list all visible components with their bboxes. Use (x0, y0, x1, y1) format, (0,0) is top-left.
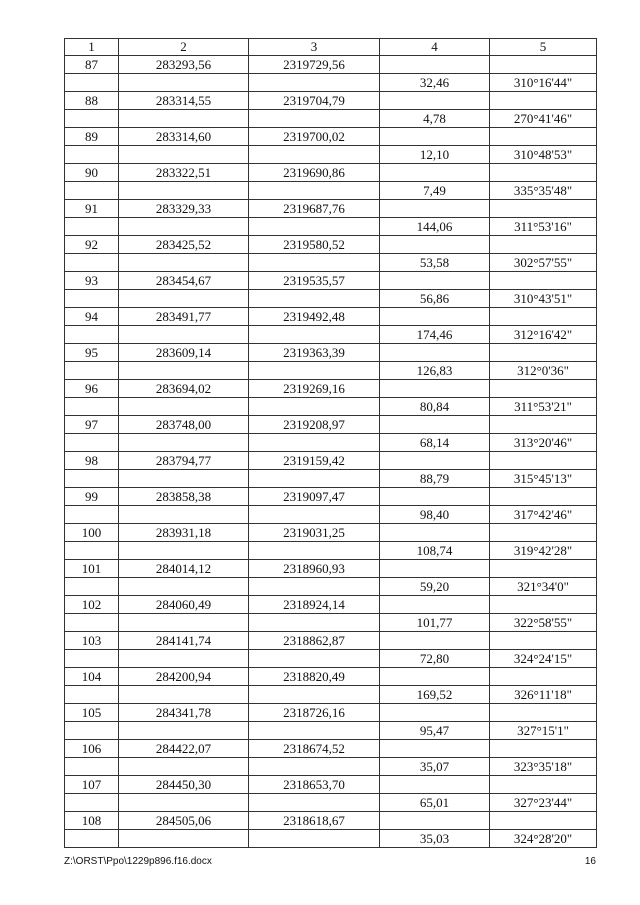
point-number: 99 (65, 488, 119, 506)
coordinate-y: 2319269,16 (249, 380, 380, 398)
segment-bearing: 322°58'55" (490, 614, 597, 632)
segment-bearing: 270°41'46" (490, 110, 597, 128)
empty-cell (380, 164, 490, 182)
coordinate-x: 283609,14 (119, 344, 249, 362)
empty-cell (380, 344, 490, 362)
coordinate-x: 283748,00 (119, 416, 249, 434)
empty-cell (490, 92, 597, 110)
point-number: 102 (65, 596, 119, 614)
coordinate-y: 2319700,02 (249, 128, 380, 146)
empty-cell (119, 74, 249, 92)
empty-cell (65, 794, 119, 812)
segment-row (65, 254, 597, 272)
segment-bearing: 312°16'42" (490, 326, 597, 344)
empty-cell (249, 398, 380, 416)
segment-distance: 88,79 (380, 470, 490, 488)
segment-row (65, 362, 597, 380)
coordinate-x: 283322,51 (119, 164, 249, 182)
point-number: 97 (65, 416, 119, 434)
segment-bearing: 324°24'15" (490, 650, 597, 668)
segment-bearing: 310°16'44" (490, 74, 597, 92)
point-row (65, 200, 597, 218)
coordinate-x: 283425,52 (119, 236, 249, 254)
empty-cell (249, 362, 380, 380)
empty-cell (490, 164, 597, 182)
empty-cell (490, 668, 597, 686)
coordinate-y: 2319208,97 (249, 416, 380, 434)
empty-cell (380, 416, 490, 434)
coordinate-x: 284200,94 (119, 668, 249, 686)
point-number: 89 (65, 128, 119, 146)
point-row (65, 560, 597, 578)
empty-cell (119, 722, 249, 740)
empty-cell (490, 308, 597, 326)
point-number: 108 (65, 812, 119, 830)
empty-cell (490, 452, 597, 470)
point-row (65, 776, 597, 794)
point-row (65, 632, 597, 650)
segment-distance: 101,77 (380, 614, 490, 632)
empty-cell (490, 416, 597, 434)
empty-cell (65, 326, 119, 344)
segment-distance: 72,80 (380, 650, 490, 668)
empty-cell (119, 650, 249, 668)
empty-cell (65, 434, 119, 452)
empty-cell (380, 272, 490, 290)
empty-cell (490, 524, 597, 542)
segment-distance: 174,46 (380, 326, 490, 344)
empty-cell (119, 218, 249, 236)
empty-cell (65, 578, 119, 596)
segment-bearing: 312°0'36" (490, 362, 597, 380)
coordinate-x: 284450,30 (119, 776, 249, 794)
empty-cell (490, 596, 597, 614)
empty-cell (65, 254, 119, 272)
segment-distance: 32,46 (380, 74, 490, 92)
segment-distance: 126,83 (380, 362, 490, 380)
point-number: 101 (65, 560, 119, 578)
empty-cell (249, 218, 380, 236)
empty-cell (249, 146, 380, 164)
segment-distance: 4,78 (380, 110, 490, 128)
empty-cell (380, 380, 490, 398)
empty-cell (65, 218, 119, 236)
empty-cell (380, 812, 490, 830)
empty-cell (65, 614, 119, 632)
empty-cell (119, 830, 249, 848)
point-row (65, 416, 597, 434)
empty-cell (249, 830, 380, 848)
empty-cell (65, 758, 119, 776)
segment-bearing: 323°35'18" (490, 758, 597, 776)
empty-cell (119, 362, 249, 380)
coordinate-y: 2319363,39 (249, 344, 380, 362)
empty-cell (65, 182, 119, 200)
empty-cell (380, 596, 490, 614)
empty-cell (119, 326, 249, 344)
segment-row (65, 182, 597, 200)
segment-row (65, 722, 597, 740)
empty-cell (249, 542, 380, 560)
coordinate-x: 284422,07 (119, 740, 249, 758)
segment-bearing: 327°15'1" (490, 722, 597, 740)
empty-cell (65, 74, 119, 92)
empty-cell (249, 326, 380, 344)
coordinate-x: 283314,55 (119, 92, 249, 110)
segment-bearing: 313°20'46" (490, 434, 597, 452)
empty-cell (380, 200, 490, 218)
segment-distance: 108,74 (380, 542, 490, 560)
empty-cell (249, 614, 380, 632)
coordinate-y: 2319097,47 (249, 488, 380, 506)
segment-bearing: 326°11'18" (490, 686, 597, 704)
empty-cell (65, 722, 119, 740)
coordinate-x: 283794,77 (119, 452, 249, 470)
coordinate-y: 2318674,52 (249, 740, 380, 758)
coordinate-y: 2319704,79 (249, 92, 380, 110)
point-row (65, 128, 597, 146)
point-row (65, 452, 597, 470)
point-row (65, 344, 597, 362)
header-col-2: 2 (119, 39, 249, 56)
segment-distance: 144,06 (380, 218, 490, 236)
segment-bearing: 315°45'13" (490, 470, 597, 488)
point-number: 88 (65, 92, 119, 110)
empty-cell (119, 470, 249, 488)
segment-distance: 68,14 (380, 434, 490, 452)
segment-distance: 95,47 (380, 722, 490, 740)
empty-cell (65, 506, 119, 524)
empty-cell (65, 110, 119, 128)
coordinate-y: 2318653,70 (249, 776, 380, 794)
segment-bearing: 311°53'16" (490, 218, 597, 236)
empty-cell (249, 686, 380, 704)
coordinate-y: 2318618,67 (249, 812, 380, 830)
empty-cell (119, 182, 249, 200)
empty-cell (65, 686, 119, 704)
empty-cell (380, 704, 490, 722)
point-row (65, 92, 597, 110)
empty-cell (119, 146, 249, 164)
point-row (65, 488, 597, 506)
coordinate-x: 283931,18 (119, 524, 249, 542)
empty-cell (249, 254, 380, 272)
segment-row (65, 290, 597, 308)
point-number: 105 (65, 704, 119, 722)
table-header (65, 39, 597, 56)
empty-cell (490, 128, 597, 146)
segment-bearing: 310°43'51" (490, 290, 597, 308)
coordinate-x: 283314,60 (119, 128, 249, 146)
point-number: 95 (65, 344, 119, 362)
empty-cell (119, 506, 249, 524)
segment-row (65, 506, 597, 524)
empty-cell (119, 614, 249, 632)
empty-cell (65, 398, 119, 416)
header-col-3: 3 (249, 39, 380, 56)
segment-row (65, 110, 597, 128)
empty-cell (380, 524, 490, 542)
header-row (65, 39, 597, 56)
point-row (65, 524, 597, 542)
empty-cell (249, 578, 380, 596)
empty-cell (119, 254, 249, 272)
coordinate-x: 284060,49 (119, 596, 249, 614)
point-row (65, 56, 597, 74)
empty-cell (249, 758, 380, 776)
segment-bearing: 317°42'46" (490, 506, 597, 524)
segment-row (65, 686, 597, 704)
point-row (65, 812, 597, 830)
point-number: 98 (65, 452, 119, 470)
empty-cell (119, 686, 249, 704)
point-row (65, 308, 597, 326)
segment-distance: 7,49 (380, 182, 490, 200)
coordinate-y: 2319580,52 (249, 236, 380, 254)
coordinate-y: 2319535,57 (249, 272, 380, 290)
segment-row (65, 146, 597, 164)
coordinate-y: 2319159,42 (249, 452, 380, 470)
point-row (65, 704, 597, 722)
point-number: 94 (65, 308, 119, 326)
point-number: 87 (65, 56, 119, 74)
empty-cell (380, 560, 490, 578)
empty-cell (119, 542, 249, 560)
coordinate-x: 283858,38 (119, 488, 249, 506)
empty-cell (490, 272, 597, 290)
empty-cell (380, 308, 490, 326)
coordinate-x: 283454,67 (119, 272, 249, 290)
page-number: 16 (584, 856, 596, 867)
coordinate-x: 283293,56 (119, 56, 249, 74)
coordinate-y: 2318820,49 (249, 668, 380, 686)
empty-cell (490, 488, 597, 506)
empty-cell (380, 668, 490, 686)
empty-cell (380, 632, 490, 650)
coordinate-y: 2318726,16 (249, 704, 380, 722)
point-number: 107 (65, 776, 119, 794)
empty-cell (249, 182, 380, 200)
empty-cell (380, 92, 490, 110)
segment-distance: 80,84 (380, 398, 490, 416)
segment-distance: 98,40 (380, 506, 490, 524)
empty-cell (380, 740, 490, 758)
empty-cell (119, 578, 249, 596)
coordinate-x: 284014,12 (119, 560, 249, 578)
empty-cell (490, 812, 597, 830)
segment-row (65, 830, 597, 848)
point-number: 92 (65, 236, 119, 254)
point-row (65, 740, 597, 758)
empty-cell (380, 776, 490, 794)
segment-row (65, 470, 597, 488)
coordinate-y: 2319492,48 (249, 308, 380, 326)
empty-cell (65, 470, 119, 488)
segment-distance: 59,20 (380, 578, 490, 596)
empty-cell (490, 236, 597, 254)
point-number: 90 (65, 164, 119, 182)
coordinate-x: 283491,77 (119, 308, 249, 326)
segment-bearing: 302°57'55" (490, 254, 597, 272)
segment-row (65, 758, 597, 776)
coordinate-y: 2319031,25 (249, 524, 380, 542)
empty-cell (65, 362, 119, 380)
segment-row (65, 74, 597, 92)
header-col-4: 4 (380, 39, 490, 56)
segment-bearing: 321°34'0" (490, 578, 597, 596)
segment-distance: 169,52 (380, 686, 490, 704)
segment-row (65, 650, 597, 668)
segment-row (65, 614, 597, 632)
segment-bearing: 327°23'44" (490, 794, 597, 812)
empty-cell (249, 470, 380, 488)
segment-row (65, 218, 597, 236)
empty-cell (490, 344, 597, 362)
point-number: 100 (65, 524, 119, 542)
point-number: 91 (65, 200, 119, 218)
empty-cell (249, 722, 380, 740)
empty-cell (119, 794, 249, 812)
coordinate-x: 284505,06 (119, 812, 249, 830)
segment-row (65, 542, 597, 560)
segment-row (65, 434, 597, 452)
empty-cell (490, 740, 597, 758)
empty-cell (380, 56, 490, 74)
coordinate-x: 283329,33 (119, 200, 249, 218)
coordinate-x: 283694,02 (119, 380, 249, 398)
coordinate-y: 2318862,87 (249, 632, 380, 650)
empty-cell (119, 434, 249, 452)
coordinate-y: 2319690,86 (249, 164, 380, 182)
empty-cell (490, 380, 597, 398)
segment-bearing: 311°53'21" (490, 398, 597, 416)
empty-cell (490, 632, 597, 650)
segment-row (65, 578, 597, 596)
segment-row (65, 326, 597, 344)
point-number: 104 (65, 668, 119, 686)
point-row (65, 236, 597, 254)
empty-cell (119, 110, 249, 128)
document-path: Z:\ORST\Ppo\1229p896.f16.docx (64, 856, 212, 867)
empty-cell (65, 542, 119, 560)
segment-row (65, 794, 597, 812)
coordinate-y: 2318960,93 (249, 560, 380, 578)
segment-distance: 35,03 (380, 830, 490, 848)
point-row (65, 596, 597, 614)
empty-cell (490, 560, 597, 578)
empty-cell (249, 794, 380, 812)
segment-distance: 12,10 (380, 146, 490, 164)
segment-bearing: 319°42'28" (490, 542, 597, 560)
coordinate-x: 284341,78 (119, 704, 249, 722)
segment-row (65, 398, 597, 416)
coordinate-y: 2319687,76 (249, 200, 380, 218)
empty-cell (249, 74, 380, 92)
segment-distance: 53,58 (380, 254, 490, 272)
coordinate-y: 2318924,14 (249, 596, 380, 614)
point-row (65, 164, 597, 182)
empty-cell (249, 650, 380, 668)
coordinates-table (64, 38, 597, 848)
empty-cell (65, 146, 119, 164)
segment-bearing: 310°48'53" (490, 146, 597, 164)
empty-cell (119, 290, 249, 308)
empty-cell (249, 290, 380, 308)
header-col-1: 1 (65, 39, 119, 56)
header-col-5: 5 (490, 39, 597, 56)
empty-cell (249, 110, 380, 128)
empty-cell (65, 830, 119, 848)
point-number: 103 (65, 632, 119, 650)
point-row (65, 668, 597, 686)
coordinate-x: 284141,74 (119, 632, 249, 650)
empty-cell (490, 200, 597, 218)
empty-cell (380, 128, 490, 146)
table-body (65, 56, 597, 848)
point-number: 93 (65, 272, 119, 290)
empty-cell (249, 434, 380, 452)
empty-cell (490, 704, 597, 722)
point-number: 106 (65, 740, 119, 758)
empty-cell (380, 488, 490, 506)
segment-distance: 65,01 (380, 794, 490, 812)
empty-cell (380, 236, 490, 254)
empty-cell (65, 650, 119, 668)
segment-bearing: 335°35'48" (490, 182, 597, 200)
segment-bearing: 324°28'20" (490, 830, 597, 848)
empty-cell (119, 758, 249, 776)
segment-distance: 35,07 (380, 758, 490, 776)
point-row (65, 380, 597, 398)
point-number: 96 (65, 380, 119, 398)
empty-cell (380, 452, 490, 470)
point-row (65, 272, 597, 290)
segment-distance: 56,86 (380, 290, 490, 308)
empty-cell (65, 290, 119, 308)
empty-cell (249, 506, 380, 524)
empty-cell (490, 776, 597, 794)
empty-cell (119, 398, 249, 416)
empty-cell (490, 56, 597, 74)
coordinate-y: 2319729,56 (249, 56, 380, 74)
